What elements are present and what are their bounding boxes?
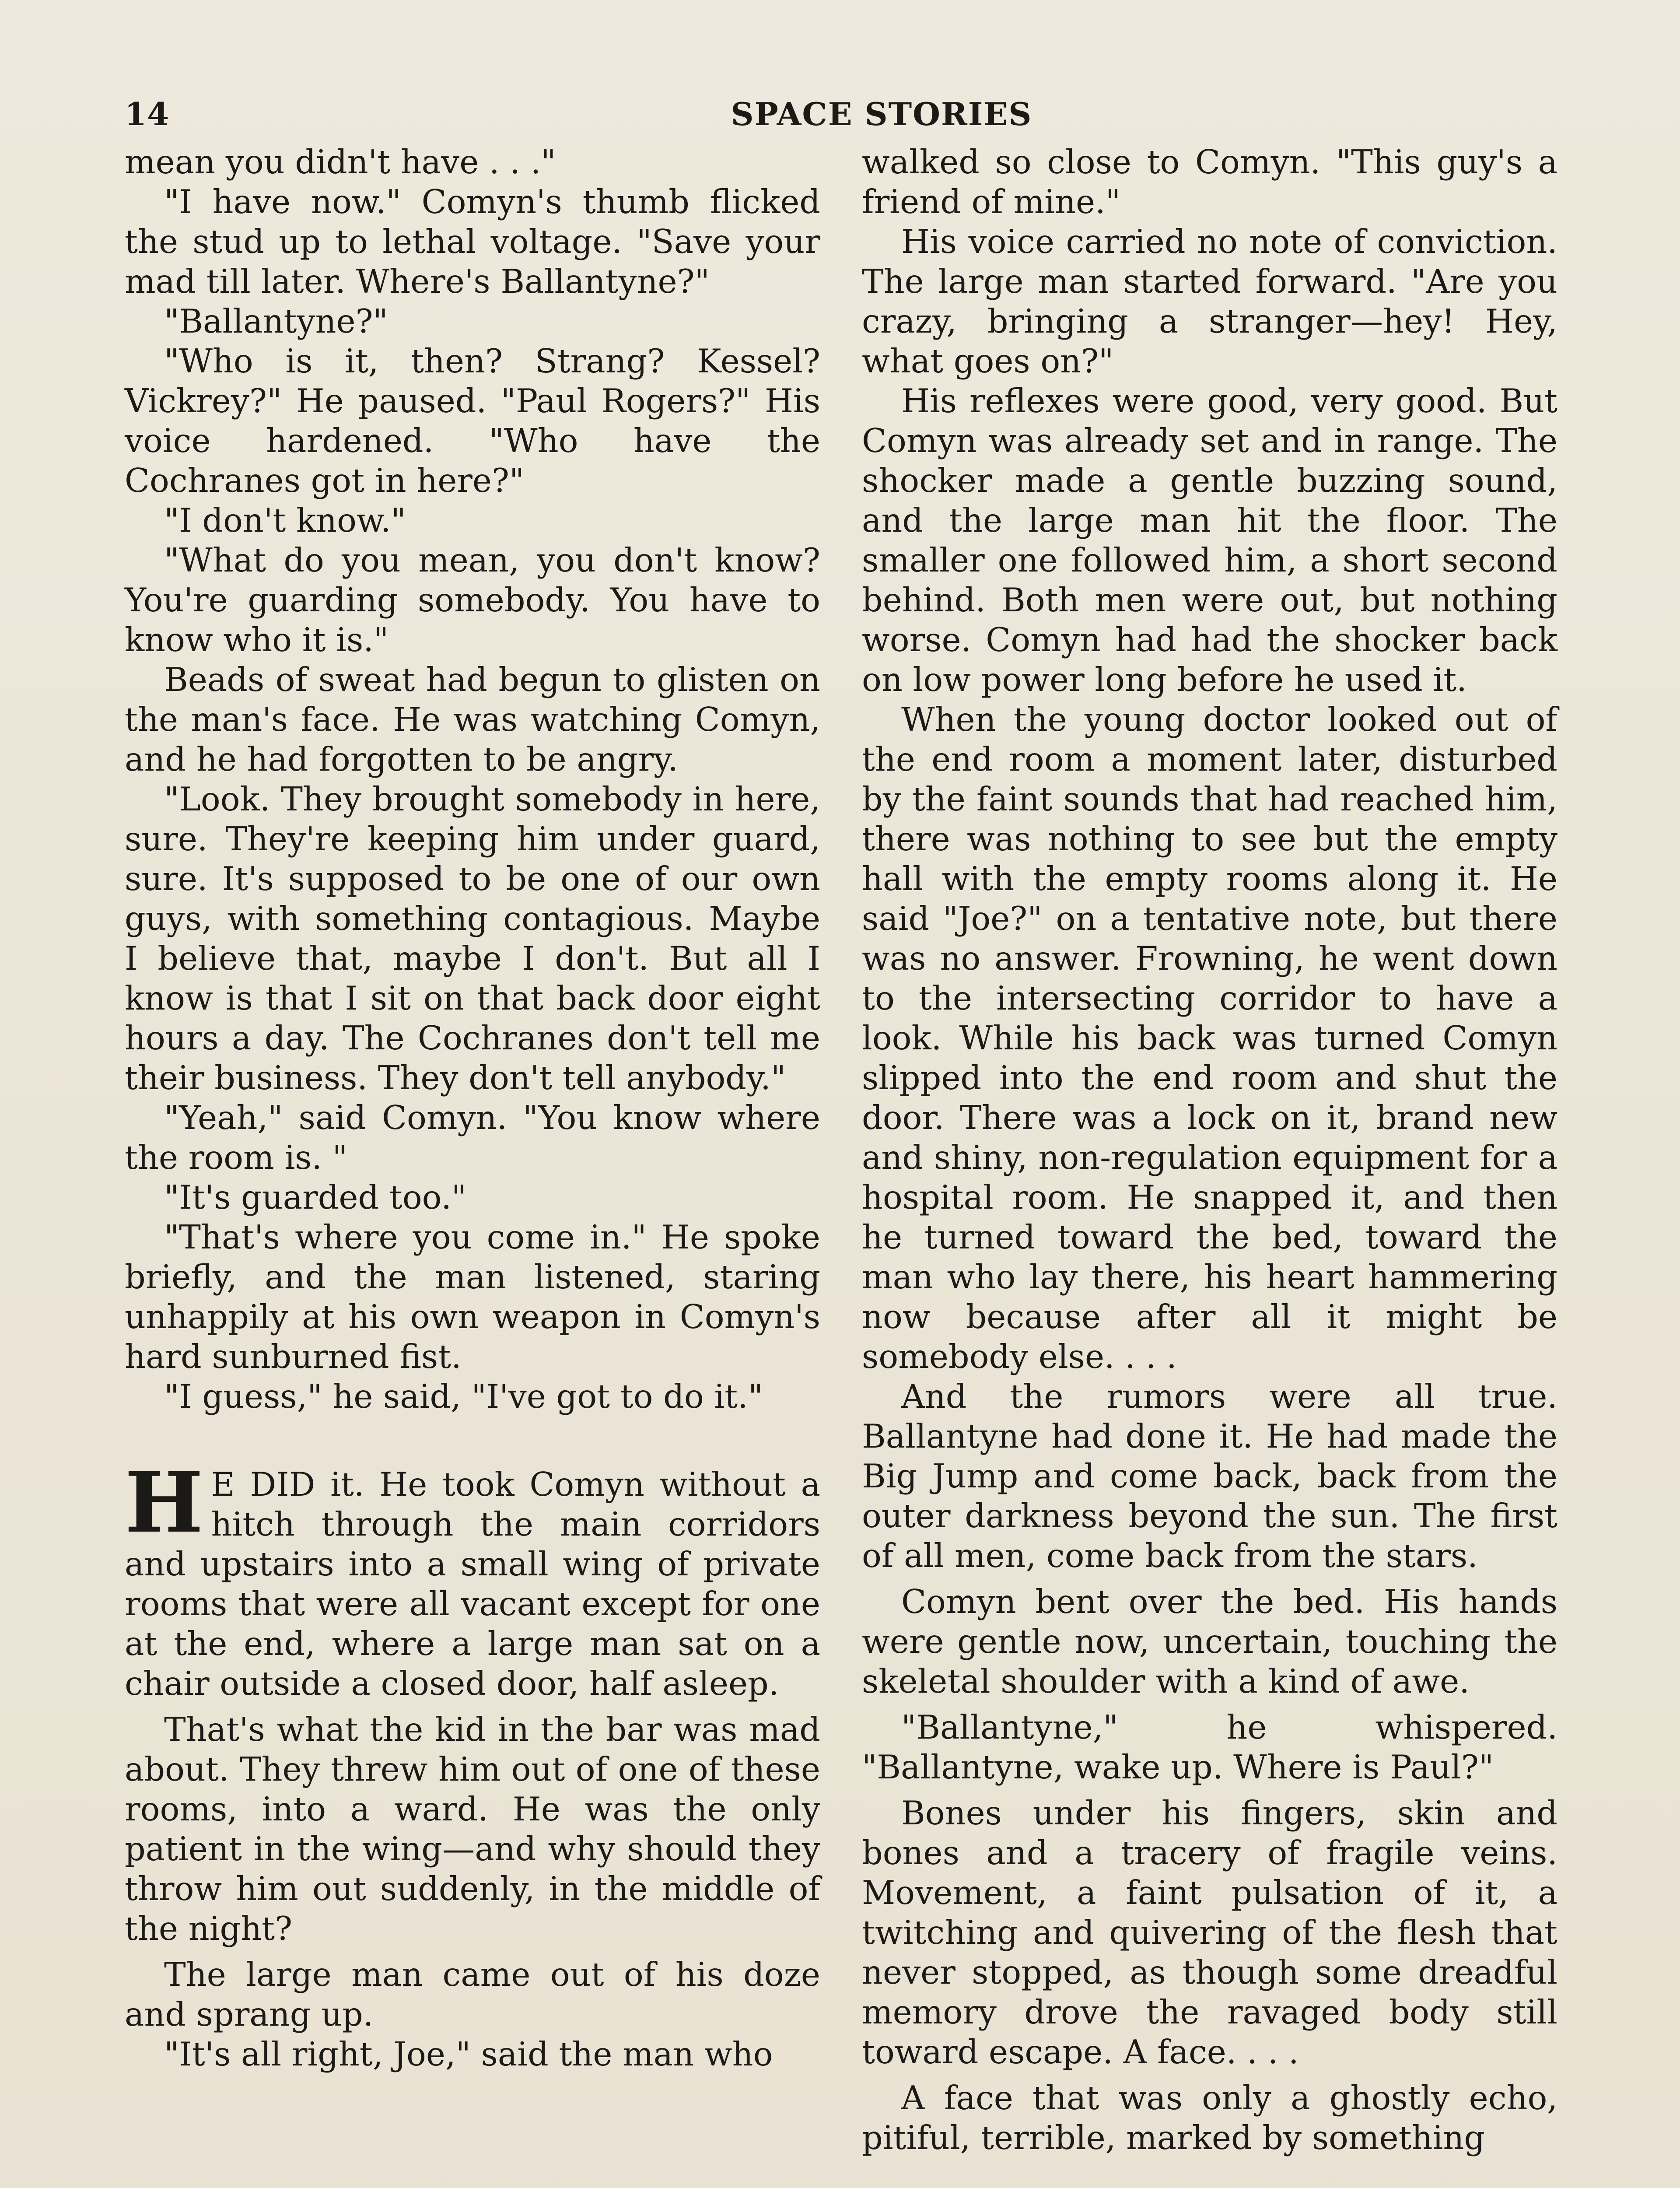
paragraph: A face that was only a ghostly echo, pitiful, terrible, marked by something [862, 2079, 1558, 2157]
paragraph: His reflexes were good, very good. But Comyn was already set and in range. The shocker made a gentle buzzing sound, and the large man hit the floor. The smaller one followed him, a short second behind. Both men were out, but nothing worse. Comyn had had the shocker back on low power long before he used it. [862, 382, 1558, 699]
paragraph: "Look. They brought somebody in here, sure. They're keeping him under guard, sure. It's supposed to be one of our own guys, with something contagious. Maybe I believe that, maybe I don't. But all I know is that I sit on that back door eight hours a day. The Cochranes don't tell me their business. They don't tell anybody." [125, 780, 820, 1097]
paragraph: His voice carried no note of conviction. The large man started forward. "Are you crazy, bringing a stranger—hey! Hey, what goes on?" [862, 223, 1558, 380]
paragraph: Beads of sweat had begun to glisten on the man's face. He was watching Comyn, and he had forgotten to be angry. [125, 661, 820, 778]
paragraph: When the young doctor looked out of the end room a moment later, disturbed by the faint sounds that had reached him, there was nothing to see but the empty hall with the empty rooms along it. He said "Joe?" on a tentative note, but there was no answer. Frowning, he went down to the intersecting corridor to have a look. While his back was turned Comyn slipped into the end room and shut the door. There was a lock on it, brand new and shiny, non-regulation equipment for a hospital room. He snapped it, and then he turned toward the bed, toward the man who lay there, his heart hammering now because after all it might be somebody else. . . . [862, 701, 1558, 1376]
paragraph: Comyn bent over the bed. His hands were gentle now, uncertain, touching the skeletal shoulder with a kind of awe. [862, 1583, 1558, 1701]
running-title: SPACE STORIES [731, 95, 1032, 133]
paragraph: "That's where you come in." He spoke briefly, and the man listened, staring unhappily at his own weapon in Comyn's hard sunburned fist. [125, 1218, 820, 1376]
section-opening-paragraph [125, 1454, 820, 1704]
page-header [125, 95, 1568, 144]
page-number: 14 [125, 95, 170, 133]
paragraph: "I have now." Comyn's thumb flicked the stud up to lethal voltage. "Save your mad till later. Where's Ballantyne?" [125, 183, 820, 301]
paragraph: The large man came out of his doze and sprang up. [125, 1956, 820, 2034]
paragraph: "Yeah," said Comyn. "You know where the room is. " [125, 1099, 820, 1177]
paragraph: "It's guarded too." [164, 1178, 467, 1217]
paragraph: Bones under his fingers, skin and bones and a tracery of fragile veins. Movement, a faint pulsation of it, a twitching and quivering of the flesh that never stopped, as though some dreadful memory drove the ravaged body still toward escape. A face. . . . [862, 1794, 1558, 2071]
paragraph: "Ballantyne," he whispered. "Ballantyne, wake up. Where is Paul?" [862, 1708, 1558, 1786]
paragraph: "It's all right, Joe," said the man who [164, 2035, 773, 2073]
paragraph: "I guess," he said, "I've got to do it." [164, 1378, 763, 1416]
drop-cap: H [125, 1454, 203, 1551]
left-column [125, 142, 820, 2074]
paragraph: "I don't know." [164, 501, 406, 540]
paragraph-text: E DID it. He took Comyn without a hitch through the main corridors and upstairs into a small wing of private rooms that were all vacant except for one at the end, where a large man sat on a chair outside a closed door, half asleep. [125, 1466, 820, 1703]
paragraph: "Ballantyne?" [164, 302, 388, 340]
paragraph: And the rumors were all true. Ballantyne had done it. He had made the Big Jump and come back, back from the outer darkness beyond the sun. The first of all men, come back from the stars. [862, 1378, 1558, 1575]
paragraph: walked so close to Comyn. "This guy's a friend of mine." [862, 143, 1558, 221]
paragraph: "What do you mean, you don't know? You're guarding somebody. You have to know who it is." [125, 541, 820, 659]
paragraph: "Who is it, then? Strang? Kessel? Vickrey?" He paused. "Paul Rogers?" His voice hardened. "Who have the Cochranes got in here?" [125, 342, 820, 500]
paragraph: That's what the kid in the bar was mad about. They threw him out of one of these rooms, into a ward. He was the only patient in the wing—and why should they throw him out suddenly, in the middle of the night? [125, 1711, 820, 1948]
right-column [862, 142, 1558, 2158]
paragraph: mean you didn't have . . ." [125, 143, 556, 181]
